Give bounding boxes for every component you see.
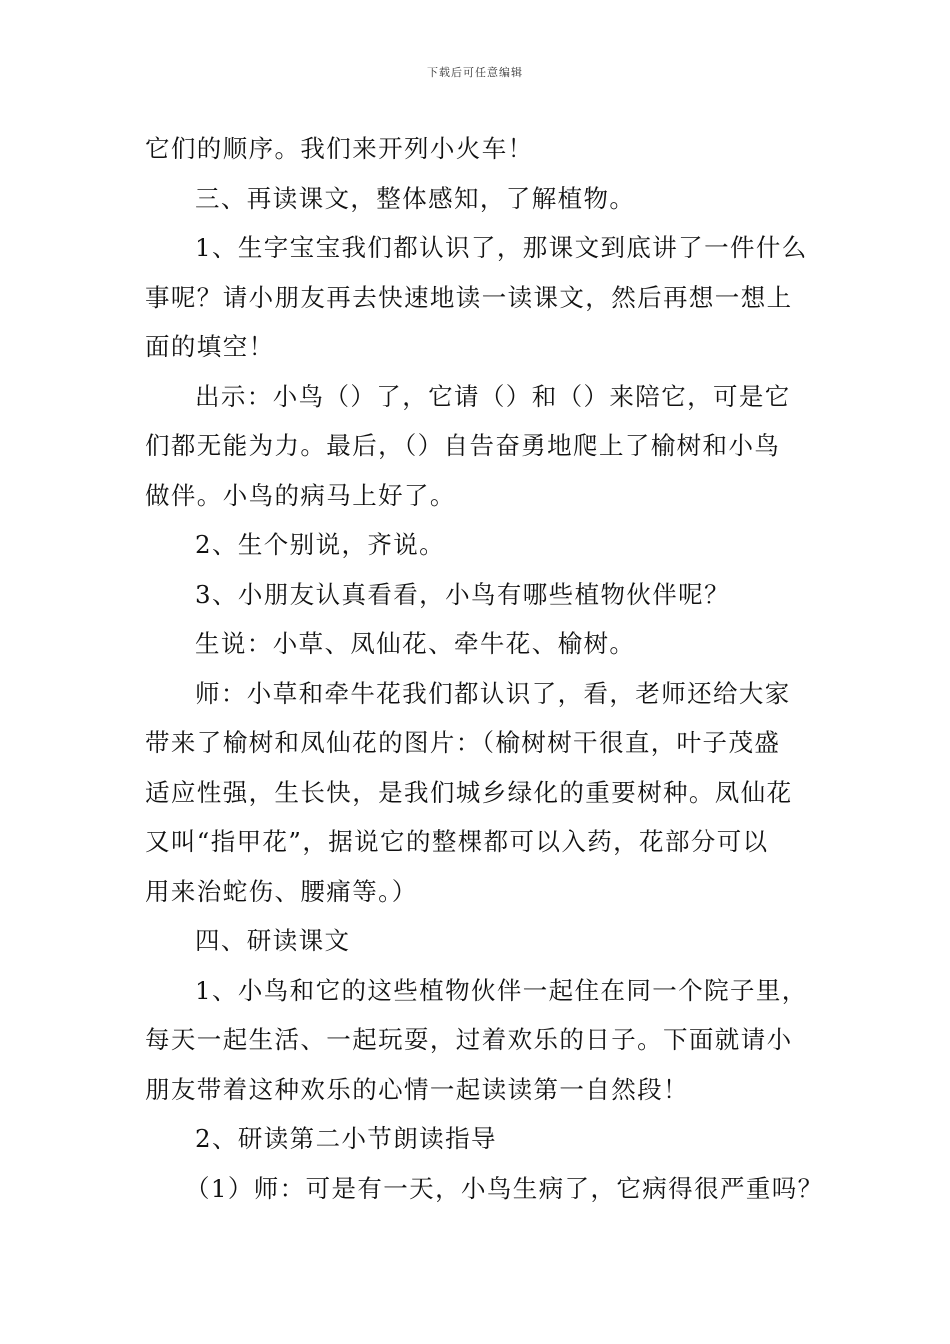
text-line: 带来了榆树和凤仙花的图片：（榆树树干很直，叶子茂盛 (145, 728, 781, 757)
text-line: 做伴。小鸟的病马上好了。 (145, 480, 456, 510)
section-heading: 三、再读课文，整体感知，了解植物。 (195, 183, 636, 213)
section-heading: 四、研读课文 (195, 926, 351, 955)
text-line: 2、研读第二小节朗读指导 (195, 1124, 497, 1153)
text-line: 1、生字宝宝我们都认识了，那课文到底讲了一件什么 (195, 233, 808, 262)
text-line: 师：小草和牵牛花我们都认识了，看，老师还给大家 (195, 678, 791, 708)
text-line: 事呢？请小朋友再去快速地读一读课文，然后再想一想上 (145, 282, 793, 312)
text-line: 面的填空！ (145, 332, 275, 361)
page-header-note: 下载后可任意编辑 (427, 66, 523, 79)
text-line: 适应性强，生长快，是我们城乡绿化的重要树种。凤仙花 (145, 777, 793, 807)
document-body (145, 124, 824, 1213)
text-line: 朋友带着这种欢乐的心情一起读读第一自然段！ (145, 1074, 689, 1104)
text-line: 们都无能为力。最后，（）自告奋勇地爬上了榆树和小鸟 (145, 431, 781, 460)
text-line: 它们的顺序。我们来开列小火车！ (145, 134, 534, 163)
text-line: 3、小朋友认真看看，小鸟有哪些植物伙伴呢？ (195, 579, 730, 609)
text-line: 每天一起生活、一起玩耍，过着欢乐的日子。下面就请小 (145, 1025, 793, 1054)
text-line: 2、生个别说，齐说。 (195, 530, 446, 559)
text-line: 出示：小鸟（）了，它请（）和（）来陪它，可是它 (195, 381, 791, 411)
text-line: 用来治蛇伤、腰痛等。） (145, 876, 418, 906)
text-line: 又叫“指甲花”，据说它的整棵都可以入药，花部分可以 (145, 827, 769, 856)
text-line: 1、小鸟和它的这些植物伙伴一起住在同一个院子里， (195, 975, 808, 1005)
text-line: 生说：小草、凤仙花、牵牛花、榆树。 (195, 629, 636, 658)
text-line: （1）师：可是有一天，小鸟生病了，它病得很严重吗？ (185, 1173, 824, 1203)
